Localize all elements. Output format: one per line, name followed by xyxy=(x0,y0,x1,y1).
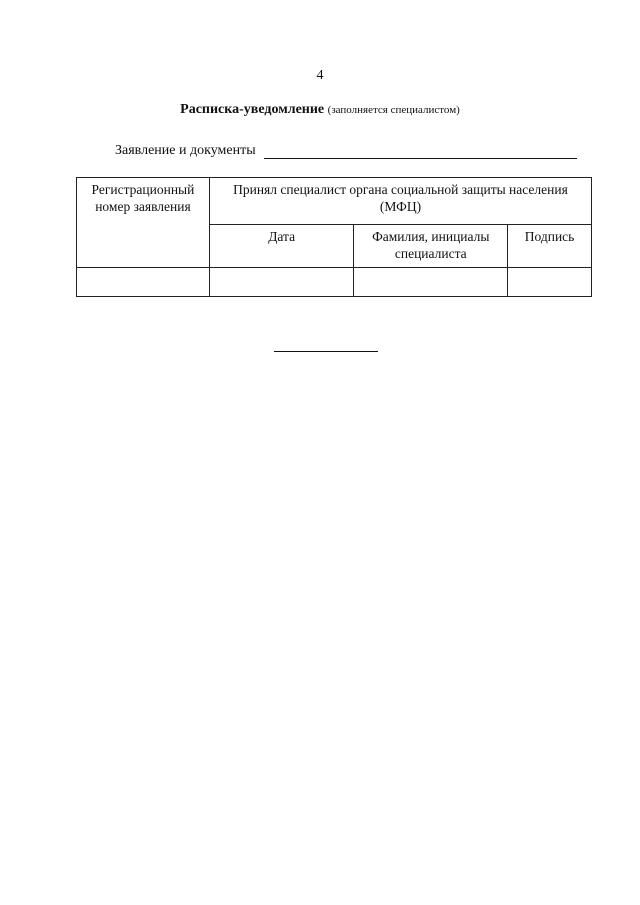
table-row xyxy=(77,267,592,296)
date-header: Дата xyxy=(209,225,354,268)
signature-cell xyxy=(508,267,592,296)
reg-number-header: Регистрационный номер заявления xyxy=(77,178,210,268)
page-number: 4 xyxy=(316,68,324,83)
end-rule xyxy=(274,351,378,352)
specialist-name-header: Фамилия, инициалы специалиста xyxy=(354,225,508,268)
table-header-row xyxy=(77,178,592,225)
receipt-table xyxy=(76,177,592,297)
receipt-title-note: (заполняется специалистом) xyxy=(327,104,460,116)
signature-header: Подпись xyxy=(508,225,592,268)
specialist-name-cell xyxy=(354,267,508,296)
statement-label: Заявление и документы xyxy=(115,143,256,158)
date-cell xyxy=(209,267,354,296)
receipt-title-main: Расписка-уведомление xyxy=(180,102,325,117)
receipt-title xyxy=(0,102,640,118)
statement-fill-line xyxy=(264,144,577,159)
statement-row xyxy=(115,143,577,159)
reg-number-cell xyxy=(77,267,210,296)
accepted-by-header: Принял специалист органа социальной защиты населения (МФЦ) xyxy=(209,178,591,225)
